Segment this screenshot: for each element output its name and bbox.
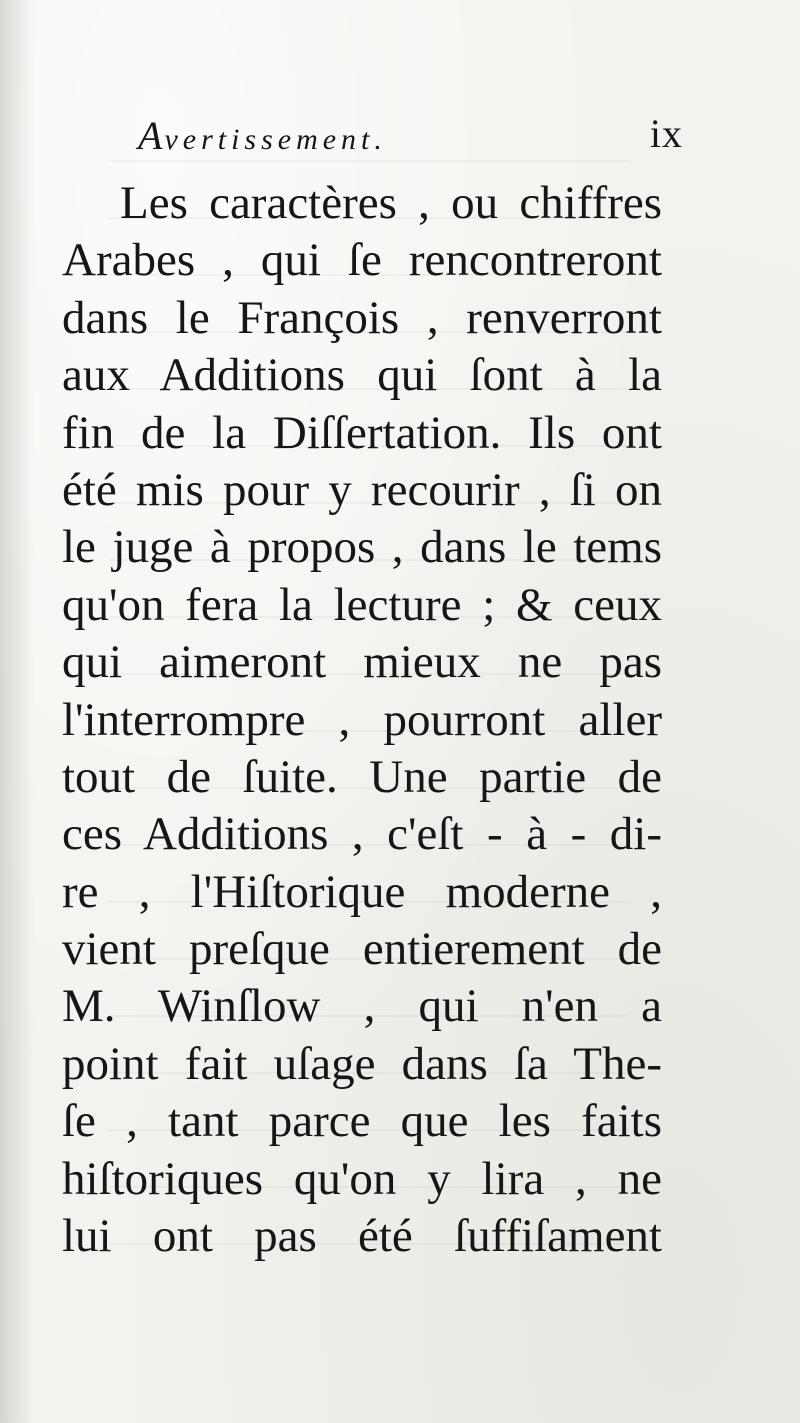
text-line: point fait uſage dans ſa The- [62,1037,662,1090]
text-line: Les caractères , ou chiffres [120,177,662,229]
running-head [138,110,683,160]
text-line: re , l'Hiſtorique moderne , [62,865,662,918]
running-title: Avertissement. [138,113,387,158]
text-line: hiſtoriques qu'on y lira , ne [62,1152,662,1205]
text-line: aux Additions qui ſont à la [62,349,662,402]
text-line: dans le François , renverront [62,291,662,344]
text-line: été mis pour y recourir , ſi on [62,463,662,516]
text-line: vient preſque entierement de [62,923,662,976]
text-line: fin de la Diſſertation. Ils ont [62,406,662,459]
text-line: lui ont pas été ſuffiſament [62,1210,662,1263]
text-line: tout de ſuite. Une partie de [62,750,662,803]
text-line: ces Additions , c'eſt - à - di- [62,808,662,861]
text-line: M. Winſlow , qui n'en a [62,980,662,1033]
text-line: ſe , tant parce que les faits [62,1095,662,1148]
gutter-shadow [0,0,34,1423]
text-line: le juge à propos , dans le tems [62,521,662,574]
page-number: ix [649,111,683,156]
text-line: qui aimeront mieux ne pas [62,636,662,689]
body-text [62,175,662,1265]
text-line: Arabes , qui ſe rencontreront [62,234,662,287]
text-line: qu'on fera la lecture ; & ceux [62,578,662,631]
text-line: l'interrompre , pourront aller [62,693,662,746]
